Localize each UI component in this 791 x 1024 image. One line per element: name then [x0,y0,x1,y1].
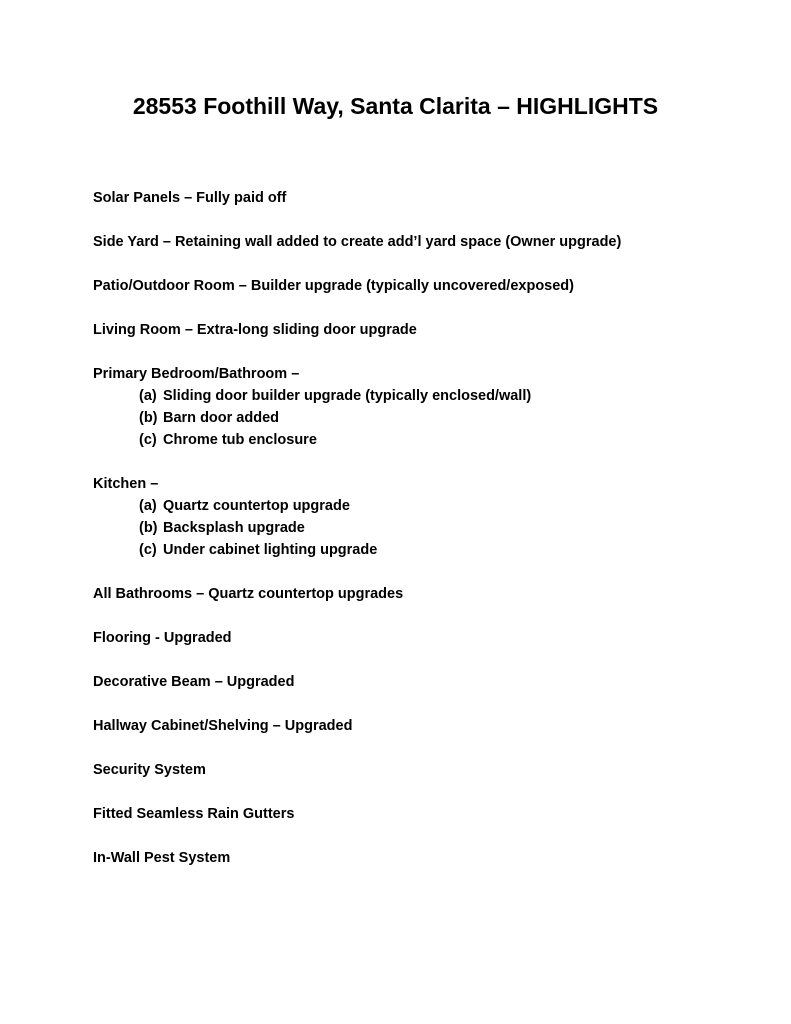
sub-item-text: Barn door added [163,410,280,426]
sub-item-marker: (c) [139,542,157,558]
list-item-decorative-beam: Decorative Beam – Upgraded [93,674,295,690]
sub-item-text: Chrome tub enclosure [163,432,317,448]
list-item-rain-gutters: Fitted Seamless Rain Gutters [93,806,295,822]
list-item-primary-bedroom: Primary Bedroom/Bathroom – [93,366,300,382]
sub-item-text: Sliding door builder upgrade (typically enclosed/wall) [163,388,532,404]
sub-item [93,495,753,517]
sub-item-text: Under cabinet lighting upgrade [163,542,378,558]
list-item-hallway-cabinet: Hallway Cabinet/Shelving – Upgraded [93,718,353,734]
sub-item-text: Quartz countertop upgrade [163,498,350,514]
sub-item-marker: (b) [139,410,158,426]
sub-item-marker: (a) [139,388,157,404]
sub-item [93,407,753,429]
sub-item [93,385,753,407]
list-item-solar-panels: Solar Panels – Fully paid off [93,190,287,206]
sub-item [93,539,753,561]
list-item-pest-system: In-Wall Pest System [93,850,231,866]
sub-item [93,517,753,539]
sub-item-marker: (a) [139,498,157,514]
list-item-living-room: Living Room – Extra-long sliding door upgrade [93,322,417,338]
highlights-list [93,187,753,869]
list-item-flooring: Flooring - Upgraded [93,630,232,646]
list-item-side-yard: Side Yard – Retaining wall added to create add’l yard space (Owner upgrade) [93,234,622,250]
list-item-patio: Patio/Outdoor Room – Builder upgrade (typically uncovered/exposed) [93,278,574,294]
list-item-all-bathrooms: All Bathrooms – Quartz countertop upgrades [93,586,404,602]
list-item-security-system: Security System [93,762,206,778]
list-item-kitchen: Kitchen – [93,476,159,492]
sub-item-marker: (b) [139,520,158,536]
sub-item [93,429,753,451]
sub-item-marker: (c) [139,432,157,448]
sub-item-text: Backsplash upgrade [163,520,305,536]
page-title: 28553 Foothill Way, Santa Clarita – HIGHLIGHTS [132,93,659,119]
